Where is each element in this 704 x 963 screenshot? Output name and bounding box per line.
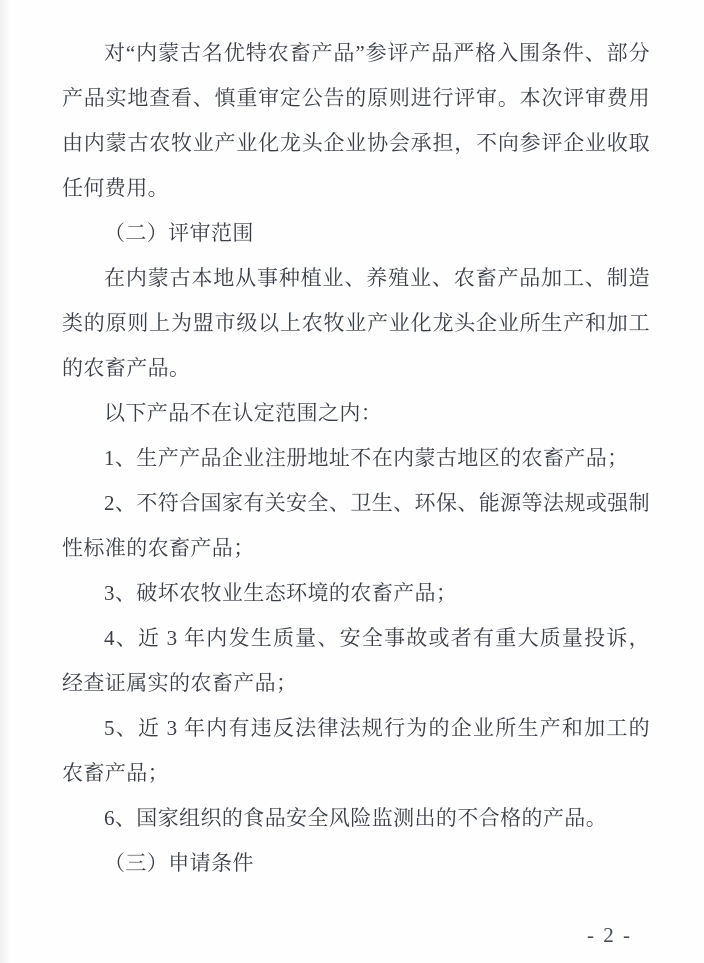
list-item: 6、国家组织的食品安全风险监测出的不合格的产品。 — [104, 806, 608, 830]
body-paragraph: 在内蒙古本地从事种植业、养殖业、农畜产品加工、制造类的原则上为盟市级以上农牧业产业化龙头企业所生产和加工的农畜产品。 — [62, 266, 650, 380]
section-heading: （三）申请条件 — [104, 851, 254, 875]
list-item: 4、近 3 年内发生质量、安全事故或者有重大质量投诉，经查证属实的农畜产品； — [62, 626, 650, 695]
section-heading: （二）评审范围 — [104, 221, 254, 245]
list-item: 1、生产产品企业注册地址不在内蒙古地区的农畜产品； — [104, 446, 629, 470]
list-item: 5、近 3 年内有违反法律法规行为的企业所生产和加工的农畜产品； — [62, 716, 650, 785]
list-item: 2、不符合国家有关安全、卫生、环保、能源等法规或强制性标准的农畜产品； — [62, 491, 650, 560]
body-paragraph: 对“内蒙古名优特农畜产品”参评产品严格入围条件、部分产品实地查看、慎重审定公告的原则进行评审。本次评审费用由内蒙古农牧业产业化龙头企业协会承担，不向参评企业收取任何费用。 — [62, 41, 650, 200]
page-number: - 2 - — [587, 923, 632, 947]
list-item: 3、破坏农牧业生态环境的农畜产品； — [104, 581, 458, 605]
body-paragraph: 以下产品不在认定范围之内： — [104, 401, 383, 425]
